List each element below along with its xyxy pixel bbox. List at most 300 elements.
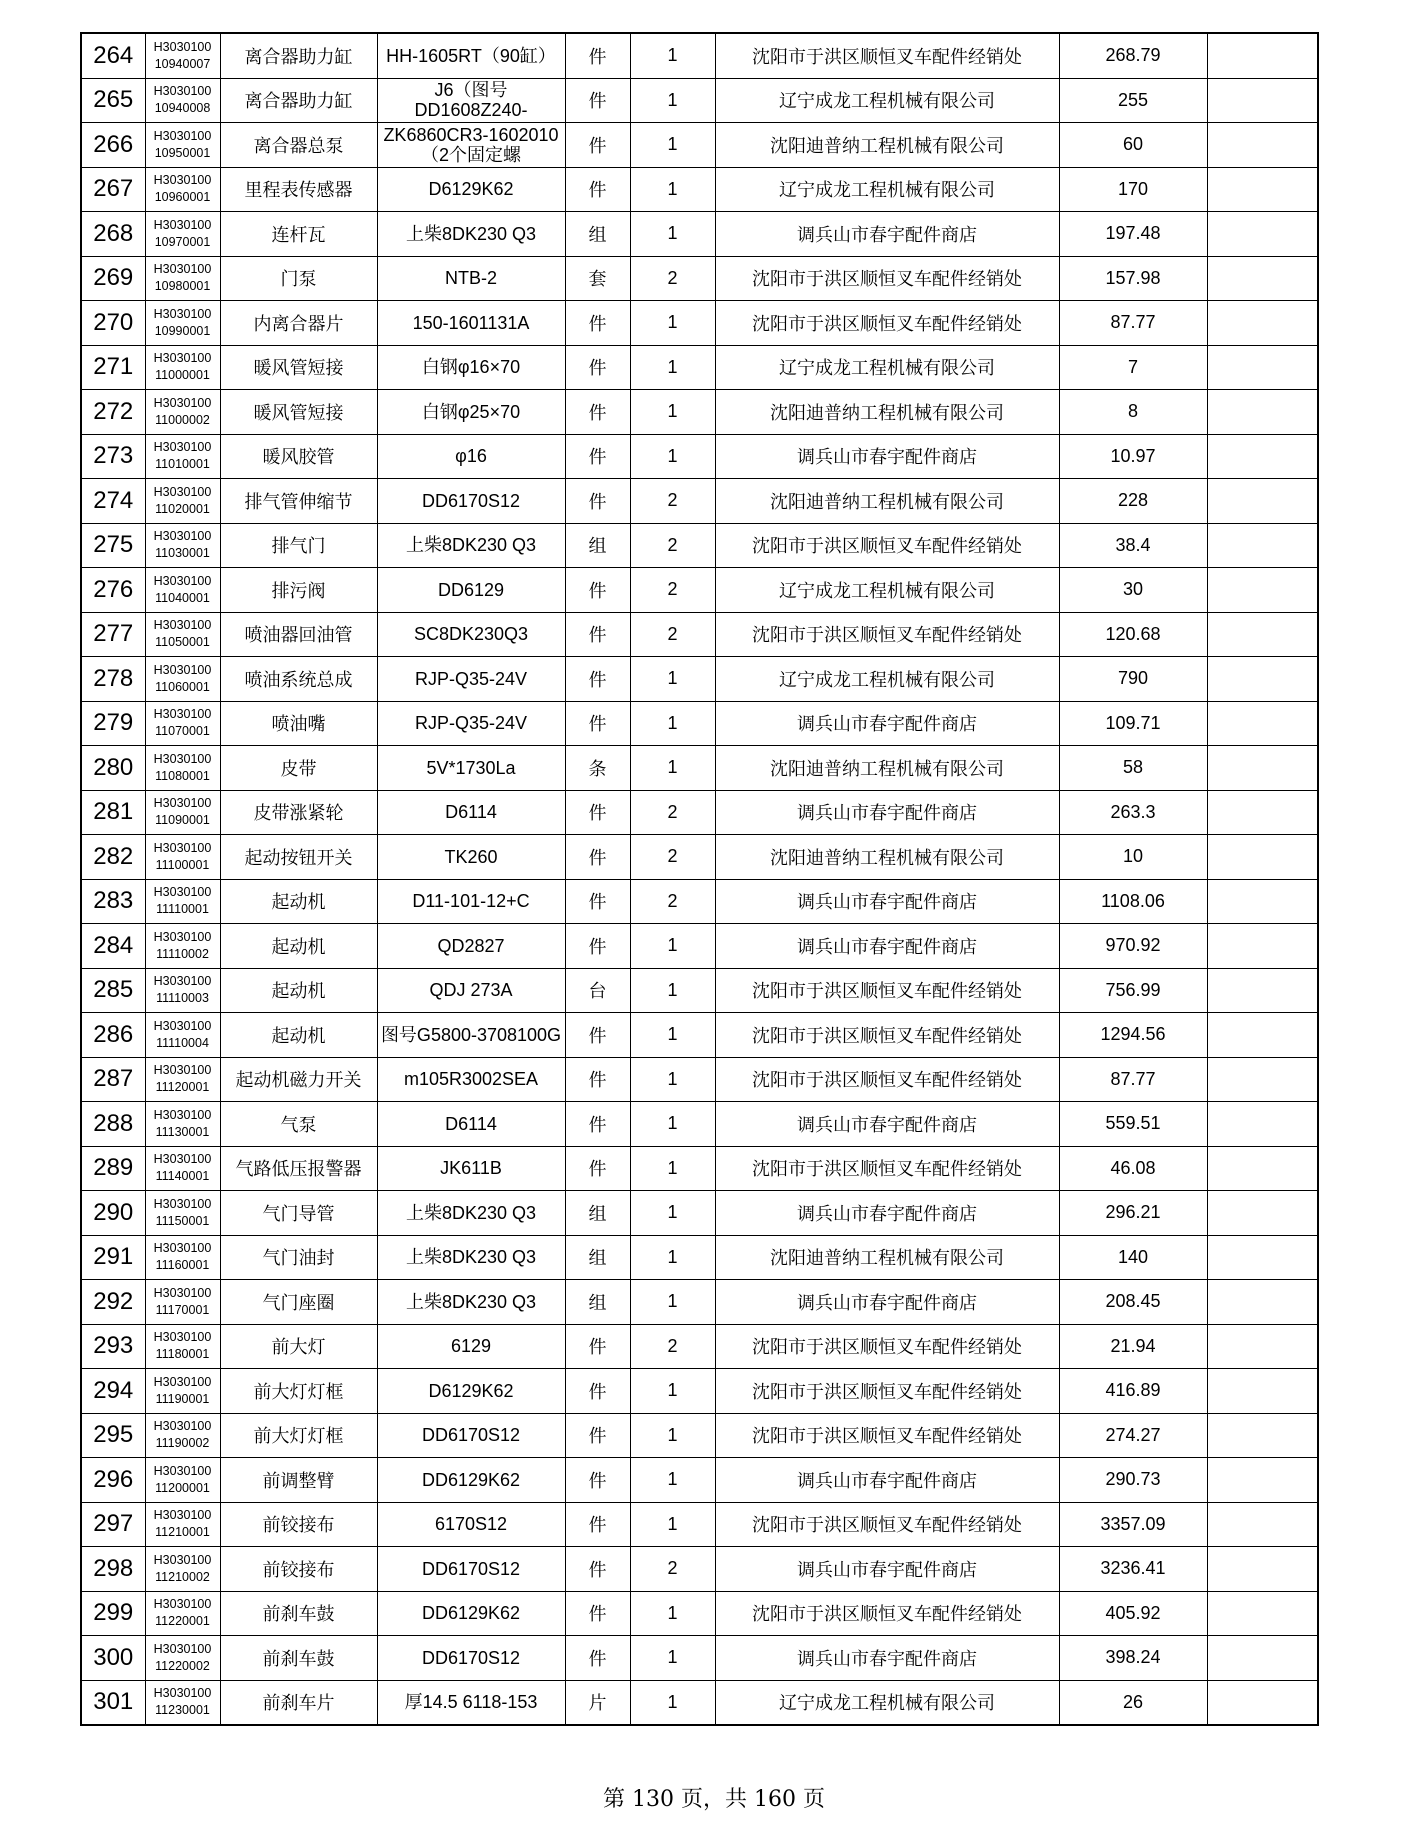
quantity-cell: 2	[630, 612, 715, 657]
model-spec-cell: φ16	[377, 434, 565, 479]
unit-price-cell: 197.48	[1059, 212, 1207, 257]
remarks-cell	[1207, 835, 1318, 880]
unit-cell: 件	[565, 123, 630, 168]
unit-cell: 件	[565, 1547, 630, 1592]
material-code-part1: H3030100	[153, 217, 212, 232]
material-code-part1: H3030100	[153, 1597, 212, 1612]
quantity-cell: 1	[630, 434, 715, 479]
supplier-cell: 沈阳迪普纳工程机械有限公司	[715, 1235, 1059, 1280]
remarks-cell	[1207, 657, 1318, 702]
unit-cell: 件	[565, 1591, 630, 1636]
supplier-cell: 沈阳迪普纳工程机械有限公司	[715, 390, 1059, 435]
material-code-part1: H3030100	[153, 662, 212, 677]
material-code-part2: 10940008	[154, 101, 211, 116]
model-spec-cell: m105R3002SEA	[377, 1057, 565, 1102]
material-code-part2: 11120001	[155, 1080, 210, 1095]
material-code-part2: 11220001	[155, 1614, 210, 1629]
row-number-cell: 278	[81, 657, 145, 702]
material-code-part1: H3030100	[153, 974, 212, 989]
supplier-cell: 沈阳市于洪区顺恒叉车配件经销处	[715, 256, 1059, 301]
material-code-part2: 11190001	[155, 1391, 210, 1406]
material-code-part1: H3030100	[153, 1463, 212, 1478]
unit-price-cell: 87.77	[1059, 1057, 1207, 1102]
material-code-part2: 11070001	[155, 724, 210, 739]
material-code-part1: H3030100	[153, 1018, 212, 1033]
quantity-cell: 1	[630, 1502, 715, 1547]
quantity-cell: 1	[630, 1413, 715, 1458]
row-number-cell: 269	[81, 256, 145, 301]
material-code-cell	[145, 746, 220, 791]
supplier-cell: 沈阳市于洪区顺恒叉车配件经销处	[715, 1413, 1059, 1458]
material-code-part1: H3030100	[153, 128, 212, 143]
unit-price-cell: 120.68	[1059, 612, 1207, 657]
table-row	[81, 1013, 1318, 1058]
supplier-cell: 沈阳市于洪区顺恒叉车配件经销处	[715, 523, 1059, 568]
quantity-cell: 1	[630, 212, 715, 257]
model-spec-cell: DD6129K62	[377, 1591, 565, 1636]
table-row	[81, 568, 1318, 613]
unit-price-cell: 26	[1059, 1680, 1207, 1725]
part-name-cell: 气路低压报警器	[220, 1146, 377, 1191]
part-name-cell: 起动机	[220, 968, 377, 1013]
row-number-cell: 268	[81, 212, 145, 257]
unit-price-cell: 398.24	[1059, 1636, 1207, 1681]
unit-cell: 件	[565, 167, 630, 212]
part-name-cell: 前大灯灯框	[220, 1413, 377, 1458]
table-row	[81, 1191, 1318, 1236]
unit-cell: 件	[565, 1636, 630, 1681]
model-spec-cell: 5V*1730La	[377, 746, 565, 791]
row-number-cell: 296	[81, 1458, 145, 1503]
unit-cell: 件	[565, 301, 630, 346]
remarks-cell	[1207, 390, 1318, 435]
supplier-cell: 沈阳市于洪区顺恒叉车配件经销处	[715, 1057, 1059, 1102]
model-spec-cell: RJP-Q35-24V	[377, 701, 565, 746]
unit-price-cell: 87.77	[1059, 301, 1207, 346]
table-row	[81, 1547, 1318, 1592]
unit-price-cell: 274.27	[1059, 1413, 1207, 1458]
material-code-part2: 11110002	[156, 946, 209, 961]
unit-price-cell: 8	[1059, 390, 1207, 435]
material-code-cell	[145, 1591, 220, 1636]
unit-cell: 组	[565, 212, 630, 257]
part-name-cell: 气门导管	[220, 1191, 377, 1236]
material-code-part1: H3030100	[153, 1241, 212, 1256]
remarks-cell	[1207, 612, 1318, 657]
row-number-cell: 285	[81, 968, 145, 1013]
remarks-cell	[1207, 1324, 1318, 1369]
remarks-cell	[1207, 345, 1318, 390]
material-code-cell	[145, 33, 220, 78]
material-code-part2: 10950001	[154, 145, 211, 160]
supplier-cell: 沈阳市于洪区顺恒叉车配件经销处	[715, 1146, 1059, 1191]
table-row	[81, 301, 1318, 346]
row-number-cell: 281	[81, 790, 145, 835]
remarks-cell	[1207, 434, 1318, 479]
material-code-cell	[145, 1013, 220, 1058]
model-spec-cell: 6170S12	[377, 1502, 565, 1547]
unit-cell: 件	[565, 1413, 630, 1458]
quantity-cell: 2	[630, 790, 715, 835]
unit-price-cell: 170	[1059, 167, 1207, 212]
row-number-cell: 290	[81, 1191, 145, 1236]
material-code-part2: 10970001	[154, 234, 211, 249]
material-code-part2: 11190002	[155, 1436, 210, 1451]
model-spec-cell: SC8DK230Q3	[377, 612, 565, 657]
material-code-part2: 11160001	[155, 1258, 210, 1273]
model-spec-cell: DD6170S12	[377, 479, 565, 524]
quantity-cell: 2	[630, 835, 715, 880]
material-code-part1: H3030100	[153, 1330, 212, 1345]
row-number-cell: 289	[81, 1146, 145, 1191]
material-code-cell	[145, 1235, 220, 1280]
remarks-cell	[1207, 1680, 1318, 1725]
row-number-cell: 293	[81, 1324, 145, 1369]
model-spec-cell: D6129K62	[377, 167, 565, 212]
part-name-cell: 前大灯灯框	[220, 1369, 377, 1414]
part-name-cell: 排气管伸缩节	[220, 479, 377, 524]
row-number-cell: 271	[81, 345, 145, 390]
model-spec-cell: JK611B	[377, 1146, 565, 1191]
quantity-cell: 1	[630, 746, 715, 791]
part-name-cell: 连杆瓦	[220, 212, 377, 257]
table-row	[81, 390, 1318, 435]
material-code-cell	[145, 434, 220, 479]
supplier-cell: 调兵山市春宇配件商店	[715, 879, 1059, 924]
supplier-cell: 调兵山市春宇配件商店	[715, 434, 1059, 479]
remarks-cell	[1207, 1280, 1318, 1325]
remarks-cell	[1207, 33, 1318, 78]
remarks-cell	[1207, 301, 1318, 346]
remarks-cell	[1207, 256, 1318, 301]
table-row	[81, 790, 1318, 835]
quantity-cell: 1	[630, 1191, 715, 1236]
material-code-part1: H3030100	[153, 1063, 212, 1078]
unit-cell: 件	[565, 1369, 630, 1414]
material-code-part1: H3030100	[153, 1107, 212, 1122]
row-number-cell: 274	[81, 479, 145, 524]
unit-cell: 组	[565, 1235, 630, 1280]
material-code-part1: H3030100	[153, 351, 212, 366]
material-code-part2: 11080001	[155, 768, 210, 783]
material-code-cell	[145, 479, 220, 524]
unit-price-cell: 970.92	[1059, 924, 1207, 969]
row-number-cell: 299	[81, 1591, 145, 1636]
quantity-cell: 1	[630, 1146, 715, 1191]
supplier-cell: 沈阳市于洪区顺恒叉车配件经销处	[715, 612, 1059, 657]
remarks-cell	[1207, 1547, 1318, 1592]
unit-cell: 件	[565, 78, 630, 123]
row-number-cell: 294	[81, 1369, 145, 1414]
supplier-cell: 调兵山市春宇配件商店	[715, 790, 1059, 835]
material-code-part2: 10980001	[154, 279, 211, 294]
remarks-cell	[1207, 212, 1318, 257]
part-name-cell: 起动机磁力开关	[220, 1057, 377, 1102]
material-code-cell	[145, 968, 220, 1013]
material-code-cell	[145, 1547, 220, 1592]
row-number-cell: 275	[81, 523, 145, 568]
unit-cell: 件	[565, 701, 630, 746]
unit-price-cell: 3236.41	[1059, 1547, 1207, 1592]
row-number-cell: 301	[81, 1680, 145, 1725]
remarks-cell	[1207, 1013, 1318, 1058]
supplier-cell: 调兵山市春宇配件商店	[715, 1547, 1059, 1592]
supplier-cell: 调兵山市春宇配件商店	[715, 1102, 1059, 1147]
remarks-cell	[1207, 123, 1318, 168]
supplier-cell: 辽宁成龙工程机械有限公司	[715, 568, 1059, 613]
material-code-part1: H3030100	[153, 1686, 212, 1701]
model-spec-cell: 6129	[377, 1324, 565, 1369]
quantity-cell: 1	[630, 33, 715, 78]
part-name-cell: 起动机	[220, 924, 377, 969]
remarks-cell	[1207, 968, 1318, 1013]
remarks-cell	[1207, 1636, 1318, 1681]
quantity-cell: 1	[630, 1235, 715, 1280]
supplier-cell: 辽宁成龙工程机械有限公司	[715, 1680, 1059, 1725]
table-body	[81, 33, 1318, 1725]
table-row	[81, 33, 1318, 78]
table-row	[81, 1324, 1318, 1369]
supplier-cell: 沈阳市于洪区顺恒叉车配件经销处	[715, 1324, 1059, 1369]
quantity-cell: 1	[630, 345, 715, 390]
unit-price-cell: 1294.56	[1059, 1013, 1207, 1058]
model-spec-cell: 白钢φ25×70	[377, 390, 565, 435]
material-code-part2: 11170001	[155, 1302, 210, 1317]
material-code-part1: H3030100	[153, 173, 212, 188]
table-row	[81, 256, 1318, 301]
material-code-cell	[145, 212, 220, 257]
unit-cell: 组	[565, 1280, 630, 1325]
supplier-cell: 辽宁成龙工程机械有限公司	[715, 345, 1059, 390]
material-code-part2: 11230001	[155, 1703, 210, 1718]
material-code-part1: H3030100	[153, 1419, 212, 1434]
model-spec-cell: 白钢φ16×70	[377, 345, 565, 390]
model-spec-cell: HH-1605RT（90缸）	[377, 33, 565, 78]
part-name-cell: 里程表传感器	[220, 167, 377, 212]
part-name-cell: 起动机	[220, 1013, 377, 1058]
material-code-cell	[145, 523, 220, 568]
row-number-cell: 288	[81, 1102, 145, 1147]
unit-cell: 件	[565, 1013, 630, 1058]
material-code-cell	[145, 1458, 220, 1503]
part-name-cell: 起动机	[220, 879, 377, 924]
model-spec-cell: D6129K62	[377, 1369, 565, 1414]
material-code-cell	[145, 701, 220, 746]
row-number-cell: 298	[81, 1547, 145, 1592]
part-name-cell: 前刹车鼓	[220, 1591, 377, 1636]
quantity-cell: 1	[630, 1680, 715, 1725]
table-row	[81, 167, 1318, 212]
unit-cell: 组	[565, 1191, 630, 1236]
model-spec-cell: 上柴8DK230 Q3	[377, 1280, 565, 1325]
material-code-part2: 11060001	[155, 679, 210, 694]
remarks-cell	[1207, 1591, 1318, 1636]
material-code-cell	[145, 924, 220, 969]
model-spec-cell: NTB-2	[377, 256, 565, 301]
row-number-cell: 287	[81, 1057, 145, 1102]
part-name-cell: 前铰接布	[220, 1547, 377, 1592]
quantity-cell: 1	[630, 1636, 715, 1681]
material-code-part2: 11110001	[156, 902, 209, 917]
model-spec-cell: DD6170S12	[377, 1547, 565, 1592]
material-code-part1: H3030100	[153, 1552, 212, 1567]
remarks-cell	[1207, 78, 1318, 123]
table-row	[81, 1502, 1318, 1547]
table-row	[81, 924, 1318, 969]
table-row	[81, 78, 1318, 123]
part-name-cell: 起动按钮开关	[220, 835, 377, 880]
model-spec-cell: DD6170S12	[377, 1413, 565, 1458]
supplier-cell: 沈阳市于洪区顺恒叉车配件经销处	[715, 33, 1059, 78]
remarks-cell	[1207, 167, 1318, 212]
model-spec-cell: 厚14.5 6118-153	[377, 1680, 565, 1725]
quantity-cell: 1	[630, 701, 715, 746]
unit-price-cell: 7	[1059, 345, 1207, 390]
material-code-part1: H3030100	[153, 306, 212, 321]
material-code-part2: 10960001	[154, 190, 211, 205]
part-name-cell: 皮带	[220, 746, 377, 791]
unit-price-cell: 268.79	[1059, 33, 1207, 78]
table-row	[81, 1680, 1318, 1725]
unit-price-cell: 38.4	[1059, 523, 1207, 568]
unit-cell: 件	[565, 345, 630, 390]
unit-price-cell: 58	[1059, 746, 1207, 791]
model-spec-cell: 150-1601131A	[377, 301, 565, 346]
unit-cell: 件	[565, 790, 630, 835]
remarks-cell	[1207, 1458, 1318, 1503]
quantity-cell: 2	[630, 523, 715, 568]
material-code-part1: H3030100	[153, 1196, 212, 1211]
part-name-cell: 暖风胶管	[220, 434, 377, 479]
material-code-cell	[145, 1280, 220, 1325]
row-number-cell: 270	[81, 301, 145, 346]
row-number-cell: 266	[81, 123, 145, 168]
remarks-cell	[1207, 1191, 1318, 1236]
material-code-part2: 11040001	[155, 590, 210, 605]
table-row	[81, 968, 1318, 1013]
model-spec-cell: DD6129	[377, 568, 565, 613]
model-spec-cell: D11-101-12+C	[377, 879, 565, 924]
quantity-cell: 2	[630, 256, 715, 301]
quantity-cell: 1	[630, 1102, 715, 1147]
quantity-cell: 1	[630, 1369, 715, 1414]
row-number-cell: 297	[81, 1502, 145, 1547]
remarks-cell	[1207, 523, 1318, 568]
part-name-cell: 排污阀	[220, 568, 377, 613]
material-code-part1: H3030100	[153, 929, 212, 944]
model-spec-cell: D6114	[377, 790, 565, 835]
material-code-part2: 11110004	[156, 1035, 209, 1050]
unit-cell: 件	[565, 612, 630, 657]
unit-price-cell: 109.71	[1059, 701, 1207, 746]
supplier-cell: 沈阳迪普纳工程机械有限公司	[715, 479, 1059, 524]
supplier-cell: 沈阳市于洪区顺恒叉车配件经销处	[715, 1369, 1059, 1414]
unit-price-cell: 21.94	[1059, 1324, 1207, 1369]
table-row	[81, 1057, 1318, 1102]
remarks-cell	[1207, 1413, 1318, 1458]
remarks-cell	[1207, 924, 1318, 969]
row-number-cell: 283	[81, 879, 145, 924]
material-code-cell	[145, 123, 220, 168]
part-name-cell: 气门油封	[220, 1235, 377, 1280]
unit-cell: 件	[565, 568, 630, 613]
remarks-cell	[1207, 1235, 1318, 1280]
part-name-cell: 暖风管短接	[220, 390, 377, 435]
unit-price-cell: 10.97	[1059, 434, 1207, 479]
material-code-part2: 11210001	[155, 1525, 210, 1540]
unit-cell: 套	[565, 256, 630, 301]
material-code-part1: H3030100	[153, 1152, 212, 1167]
part-name-cell: 前刹车鼓	[220, 1636, 377, 1681]
row-number-cell: 300	[81, 1636, 145, 1681]
unit-cell: 件	[565, 33, 630, 78]
remarks-cell	[1207, 790, 1318, 835]
row-number-cell: 264	[81, 33, 145, 78]
part-name-cell: 离合器助力缸	[220, 78, 377, 123]
material-code-part2: 11090001	[155, 813, 210, 828]
unit-cell: 组	[565, 523, 630, 568]
material-code-cell	[145, 1146, 220, 1191]
unit-price-cell: 559.51	[1059, 1102, 1207, 1147]
material-code-cell	[145, 1191, 220, 1236]
material-code-part2: 11140001	[155, 1169, 210, 1184]
part-name-cell: 气门座圈	[220, 1280, 377, 1325]
unit-price-cell: 60	[1059, 123, 1207, 168]
material-code-cell	[145, 790, 220, 835]
table-row	[81, 523, 1318, 568]
material-code-part1: H3030100	[153, 573, 212, 588]
supplier-cell: 沈阳迪普纳工程机械有限公司	[715, 835, 1059, 880]
remarks-cell	[1207, 746, 1318, 791]
unit-cell: 件	[565, 1502, 630, 1547]
quantity-cell: 2	[630, 1547, 715, 1592]
row-number-cell: 292	[81, 1280, 145, 1325]
material-code-part1: H3030100	[153, 1641, 212, 1656]
table-row	[81, 657, 1318, 702]
parts-price-table	[80, 32, 1319, 1726]
material-code-part2: 11020001	[155, 501, 210, 516]
quantity-cell: 1	[630, 1591, 715, 1636]
quantity-cell: 1	[630, 301, 715, 346]
unit-cell: 片	[565, 1680, 630, 1725]
material-code-cell	[145, 1102, 220, 1147]
unit-cell: 件	[565, 835, 630, 880]
material-code-part2: 11000001	[155, 368, 210, 383]
unit-price-cell: 790	[1059, 657, 1207, 702]
row-number-cell: 279	[81, 701, 145, 746]
quantity-cell: 1	[630, 1280, 715, 1325]
part-name-cell: 离合器助力缸	[220, 33, 377, 78]
model-spec-cell: 上柴8DK230 Q3	[377, 523, 565, 568]
table-row	[81, 746, 1318, 791]
table-row	[81, 1413, 1318, 1458]
model-spec-cell: ZK6860CR3-1602010（2个固定螺	[377, 123, 565, 168]
table-row	[81, 879, 1318, 924]
table-row	[81, 1636, 1318, 1681]
unit-cell: 件	[565, 924, 630, 969]
quantity-cell: 2	[630, 879, 715, 924]
part-name-cell: 前刹车片	[220, 1680, 377, 1725]
unit-price-cell: 30	[1059, 568, 1207, 613]
model-spec-cell: D6114	[377, 1102, 565, 1147]
supplier-cell: 沈阳市于洪区顺恒叉车配件经销处	[715, 1013, 1059, 1058]
material-code-part2: 11210002	[155, 1569, 210, 1584]
quantity-cell: 1	[630, 1458, 715, 1503]
row-number-cell: 272	[81, 390, 145, 435]
quantity-cell: 1	[630, 968, 715, 1013]
unit-price-cell: 756.99	[1059, 968, 1207, 1013]
unit-price-cell: 140	[1059, 1235, 1207, 1280]
